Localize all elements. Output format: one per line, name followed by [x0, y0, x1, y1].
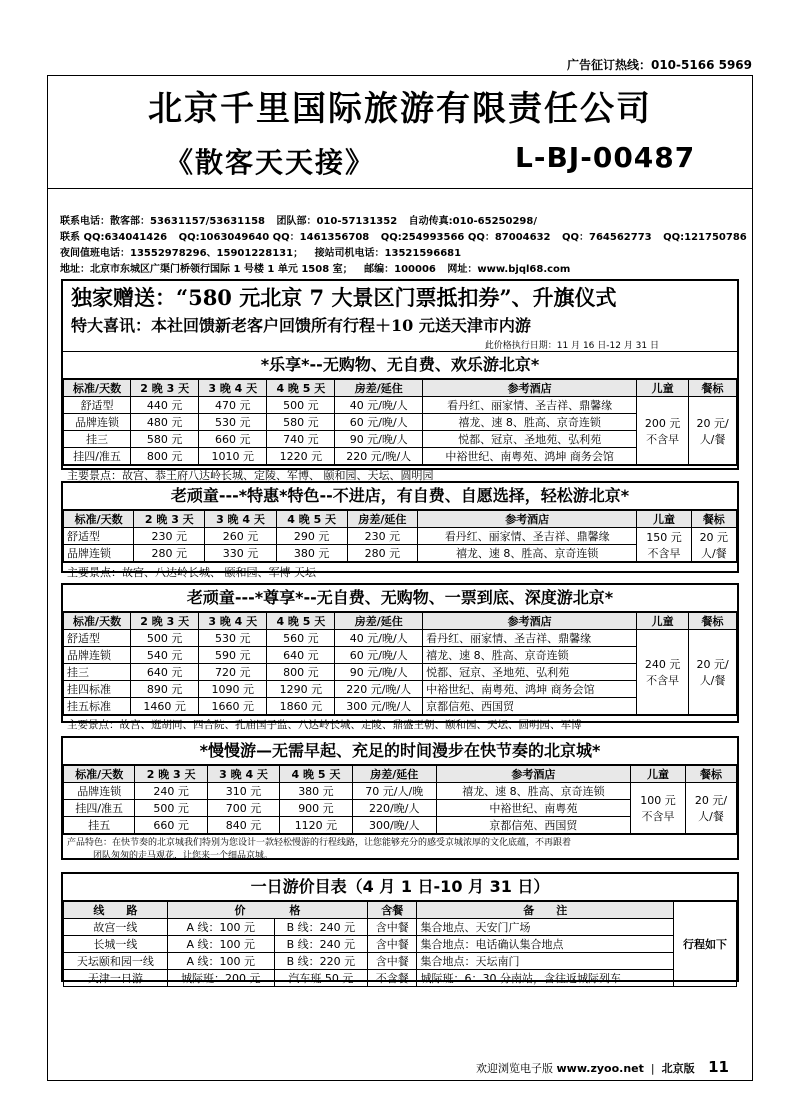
- cell-hotel: 禧龙、速 8、胜高、京奇连锁: [417, 545, 636, 562]
- qq-3: QQ:254993566 QQ：87004632: [380, 232, 551, 243]
- meal-price: 20 元/: [696, 416, 729, 430]
- col-meal: 餐标: [689, 380, 737, 397]
- cell-room: 220 元/晚/人: [335, 448, 423, 465]
- cell-price: 1460 元: [131, 698, 199, 715]
- child-price: 100 元: [640, 794, 676, 807]
- cell-price: 1090 元: [199, 681, 267, 698]
- col-child: 儿童: [637, 613, 689, 630]
- meal-unit: 人/餐: [699, 432, 726, 446]
- col-room: 房差/延住: [335, 613, 423, 630]
- cell-route: 天坛颐和园一线: [64, 953, 168, 970]
- cell-room: 40 元/晚/人: [335, 630, 423, 647]
- cell-hotel: 中裕世纪、南粤苑、鸿坤 商务会馆: [423, 448, 637, 465]
- contact-line-night: [60, 244, 760, 259]
- table-row: [64, 647, 737, 664]
- col-meal: 餐标: [691, 511, 736, 528]
- contact-line-address: [60, 260, 760, 275]
- cell-std: 舒适型: [64, 397, 131, 414]
- table-header: [64, 902, 737, 919]
- cell-price: 380 元: [280, 783, 352, 800]
- main-scenic-spots: 主要景点：故宫、八达岭长城、 颐和园、军博 天坛: [63, 562, 737, 581]
- cell-note: 集合地点、天安门广场: [417, 919, 673, 936]
- col-meal: 含餐: [368, 902, 417, 919]
- meal-unit: 人/餐: [699, 674, 726, 687]
- cell-price: 840 元: [207, 817, 279, 834]
- cell-price: 1860 元: [267, 698, 335, 715]
- cell-std: 舒适型: [64, 528, 134, 545]
- col-child: 儿童: [637, 511, 691, 528]
- product-feature: [63, 834, 737, 866]
- meal-unit: 人/餐: [700, 546, 727, 560]
- col-d3: 3 晚 4 天: [199, 613, 267, 630]
- contact-line-qq: [60, 228, 760, 243]
- cell-price: 890 元: [131, 681, 199, 698]
- cell-hotel: 看丹红、丽家情、圣吉祥、鼎馨缘: [423, 397, 637, 414]
- table-row: [64, 698, 737, 715]
- cell-price: 1660 元: [199, 698, 267, 715]
- child-note: 不含早: [646, 674, 680, 687]
- col-d2: 2 晚 3 天: [131, 613, 199, 630]
- cell-child: [637, 528, 691, 562]
- table-row: [64, 397, 737, 414]
- col-d3: 3 晚 4 天: [205, 511, 276, 528]
- cell-hotel: 看丹红、丽家情、圣吉祥、鼎馨缘: [417, 528, 636, 545]
- col-child: 儿童: [630, 766, 685, 783]
- col-child: 儿童: [637, 380, 689, 397]
- cell-meal: 含中餐: [368, 936, 417, 953]
- cell-room: 300 元/晚/人: [335, 698, 423, 715]
- cell-price: 580 元: [267, 414, 335, 431]
- cell-std: 挂三: [64, 664, 131, 681]
- section-title: 老顽童---*尊享*--无自费、无购物、一票到底、深度游北京*: [63, 585, 737, 612]
- cell-route: 长城一线: [64, 936, 168, 953]
- page-footer: [476, 1058, 729, 1076]
- section-title: 一日游价目表（4 月 1 日-10 月 31 日）: [63, 874, 737, 901]
- cell-meal: 不含餐: [368, 970, 417, 987]
- cell-price-a: 城际班：200 元: [167, 970, 274, 987]
- section-zunxiang: [61, 583, 739, 731]
- meal-unit: 人/餐: [698, 810, 724, 823]
- footer-text: 欢迎浏览电子版: [476, 1062, 553, 1075]
- cell-hotel: 禧龙、速 8、胜高、京奇连锁: [423, 414, 637, 431]
- col-meal: 餐标: [689, 613, 737, 630]
- col-d4: 4 晚 5 天: [267, 380, 335, 397]
- table-row: [64, 681, 737, 698]
- cell-price: 640 元: [267, 647, 335, 664]
- cell-price-a: A 线：100 元: [167, 953, 274, 970]
- phone-retail: 联系电话：散客部：53631157/53631158: [60, 216, 265, 227]
- cell-price: 500 元: [131, 630, 199, 647]
- cell-meal: [689, 397, 737, 465]
- company-name: 北京千里国际旅游有限责任公司: [148, 89, 652, 129]
- meal-price: 20 元/: [694, 794, 728, 807]
- cell-note: 集合地点：天坛南门: [417, 953, 673, 970]
- table-header: [64, 613, 737, 630]
- cell-meal: [686, 783, 737, 834]
- night-phone: 夜间值班电话：13552978296、15901228131；: [60, 248, 304, 259]
- cell-hotel: 悦都、冠京、圣地苑、弘利苑: [423, 664, 637, 681]
- cell-room: 40 元/晚/人: [335, 397, 423, 414]
- col-hotel: 参考酒店: [417, 511, 636, 528]
- col-std: 标准/天数: [64, 380, 131, 397]
- cell-room: 220/晚/人: [352, 800, 436, 817]
- cell-std: 品牌连锁: [64, 545, 134, 562]
- header: [47, 75, 753, 189]
- cell-price: 260 元: [205, 528, 276, 545]
- col-d4: 4 晚 5 天: [280, 766, 352, 783]
- table-row: [64, 630, 737, 647]
- cell-price: 700 元: [207, 800, 279, 817]
- col-meal: 餐标: [686, 766, 737, 783]
- qq-5: QQ:121750786: [663, 232, 747, 243]
- col-room: 房差/延住: [335, 380, 423, 397]
- col-hotel: 参考酒店: [423, 380, 637, 397]
- price-table: [63, 765, 737, 834]
- child-price: 240 元: [644, 658, 681, 671]
- cell-room: 280 元: [347, 545, 417, 562]
- col-price: 价 格: [167, 902, 367, 919]
- license-number: L-BJ-00487: [515, 141, 696, 174]
- table-header: [64, 511, 737, 528]
- col-note: 备 注: [417, 902, 673, 919]
- cell-note: 城际班：6：30 分南站，含往返城际列车: [417, 970, 673, 987]
- cell-price: 280 元: [134, 545, 205, 562]
- cell-room: 90 元/晚/人: [335, 664, 423, 681]
- price-table: [63, 612, 737, 715]
- qq-4: QQ：764562773: [562, 232, 652, 243]
- table-row: [64, 664, 737, 681]
- cell-route: 故宫一线: [64, 919, 168, 936]
- cell-price-b: 汽车班 50 元: [274, 970, 367, 987]
- table-row: [64, 970, 737, 987]
- table-header: [64, 380, 737, 397]
- section-title: *慢慢游—无需早起、充足的时间漫步在快节奏的北京城*: [63, 738, 737, 765]
- table-row: [64, 448, 737, 465]
- section-tehui: [61, 481, 739, 579]
- cell-price: 720 元: [199, 664, 267, 681]
- table-row: [64, 414, 737, 431]
- section-title: *乐享*--无购物、无自费、欢乐游北京*: [63, 351, 737, 379]
- cell-price-b: B 线：240 元: [274, 919, 367, 936]
- cell-meal: 含中餐: [368, 953, 417, 970]
- cell-price: 590 元: [199, 647, 267, 664]
- cell-room: 220 元/晚/人: [335, 681, 423, 698]
- cell-price: 580 元: [131, 431, 199, 448]
- table-row: [64, 919, 737, 936]
- cell-route: 天津一日游: [64, 970, 168, 987]
- meal-price: 20 元/: [696, 658, 729, 671]
- page-number: 11: [708, 1058, 729, 1076]
- cell-price: 500 元: [135, 800, 207, 817]
- col-hotel: 参考酒店: [436, 766, 630, 783]
- child-price: 200 元: [644, 416, 681, 430]
- cell-price: 530 元: [199, 414, 267, 431]
- ad-hotline: 广告征订热线：010-5166 5969: [566, 58, 752, 72]
- cell-price: 800 元: [267, 664, 335, 681]
- cell-meal: 含中餐: [368, 919, 417, 936]
- cell-price: 660 元: [199, 431, 267, 448]
- qq-1: 联系 QQ:634041426: [60, 232, 168, 243]
- cell-price: 560 元: [267, 630, 335, 647]
- col-room: 房差/延住: [352, 766, 436, 783]
- cell-room: 230 元: [347, 528, 417, 545]
- cell-price: 1010 元: [199, 448, 267, 465]
- cell-std: 挂四/准五: [64, 448, 131, 465]
- cell-price: 640 元: [131, 664, 199, 681]
- col-room: 房差/延住: [347, 511, 417, 528]
- col-route: 线 路: [64, 902, 168, 919]
- cell-hotel: 悦都、冠京、圣地苑、弘利苑: [423, 431, 637, 448]
- cell-meal: [691, 528, 736, 562]
- section-lexiang: [61, 279, 739, 482]
- cell-price: 440 元: [131, 397, 199, 414]
- table-row: [64, 545, 737, 562]
- cell-price-a: A 线：100 元: [167, 919, 274, 936]
- main-scenic-spots: 主要景点：故宫、恭王府八达岭长城、定陵、军博、 颐和园、天坛、圆明园: [63, 465, 737, 484]
- col-std: 标准/天数: [64, 766, 135, 783]
- cell-std: 挂五: [64, 817, 135, 834]
- col-d3: 3 晚 4 天: [207, 766, 279, 783]
- cell-price: 740 元: [267, 431, 335, 448]
- table-row: [64, 936, 737, 953]
- cell-room: 300/晚/人: [352, 817, 436, 834]
- child-note: 不含早: [646, 432, 680, 446]
- child-note: 不含早: [641, 810, 675, 823]
- cell-child: [637, 397, 689, 465]
- qq-2: QQ:1063049640 QQ：1461356708: [178, 232, 370, 243]
- cell-note: 集合地点：电话确认集合地点: [417, 936, 673, 953]
- cell-price-b: B 线：220 元: [274, 953, 367, 970]
- cell-hotel: 京都信苑、西国贸: [423, 698, 637, 715]
- cell-room: 60 元/晚/人: [335, 414, 423, 431]
- col-std: 标准/天数: [64, 613, 131, 630]
- col-d4: 4 晚 5 天: [276, 511, 347, 528]
- feature-line: 团队匆匆的走马观花，让您来一个细品京城。: [93, 851, 274, 861]
- cell-room: 90 元/晚/人: [335, 431, 423, 448]
- cell-price: 1220 元: [267, 448, 335, 465]
- cell-child: [630, 783, 685, 834]
- cell-price: 470 元: [199, 397, 267, 414]
- cell-price: 900 元: [280, 800, 352, 817]
- child-note: 不含早: [647, 546, 681, 560]
- price-table: [63, 510, 737, 562]
- cell-hotel: 看丹红、丽家情、圣吉祥、鼎馨缘: [423, 630, 637, 647]
- cell-price-a: A 线：100 元: [167, 936, 274, 953]
- col-d2: 2 晚 3 天: [135, 766, 207, 783]
- cell-room: 70 元/人/晚: [352, 783, 436, 800]
- slogan: 《散客天天接》: [165, 146, 376, 179]
- col-d2: 2 晚 3 天: [134, 511, 205, 528]
- price-table: [63, 379, 737, 465]
- cell-hotel: 京都信苑、西国贸: [436, 817, 630, 834]
- cell-meal: [689, 630, 737, 715]
- section-day-tour: [61, 872, 739, 985]
- table-row: [64, 431, 737, 448]
- cell-price: 1290 元: [267, 681, 335, 698]
- footer-divider: |: [647, 1062, 659, 1075]
- col-d2: 2 晚 3 天: [131, 380, 199, 397]
- child-price: 150 元: [646, 530, 682, 544]
- cell-std: 舒适型: [64, 630, 131, 647]
- website[interactable]: 网址：www.bjql68.com: [447, 264, 571, 275]
- section-title: 老顽童---*特惠*特色--不进店，有自费、自愿选择，轻松游北京*: [63, 483, 737, 510]
- cell-price: 310 元: [207, 783, 279, 800]
- table-row: [64, 783, 737, 800]
- cell-price: 660 元: [135, 817, 207, 834]
- cell-hotel: 中裕世纪、南粤苑、鸿坤 商务会馆: [423, 681, 637, 698]
- cell-std: 品牌连锁: [64, 414, 131, 431]
- col-std: 标准/天数: [64, 511, 134, 528]
- promo-subtitle: 特大喜讯：本社回馈新老客户回馈所有行程＋10 元送天津市内游: [71, 316, 531, 335]
- address: 地址：北京市东城区广渠门桥领行国际 1 号楼 1 单元 1508 室；: [60, 264, 353, 275]
- section-manmanyou: [61, 736, 739, 860]
- cell-child: [637, 630, 689, 715]
- feature-line: 产品特色：在快节奏的北京城我们特别为您设计一款轻松慢游的行程线路，让您能够充分的感受京城浓厚的文化底蕴，不再跟着: [67, 838, 572, 848]
- cell-price: 380 元: [276, 545, 347, 562]
- fax: 自动传真:010-65250298/: [408, 216, 537, 227]
- cell-std: 挂四标准: [64, 681, 131, 698]
- cell-hotel: 禧龙、速 8、胜高、京奇连锁: [436, 783, 630, 800]
- col-d4: 4 晚 5 天: [267, 613, 335, 630]
- table-row: [64, 953, 737, 970]
- cell-price: 540 元: [131, 647, 199, 664]
- cell-std: 挂四/准五: [64, 800, 135, 817]
- phone-group: 团队部：010-57131352: [276, 216, 398, 227]
- promo-title: 独家赠送：“580 元北京 7 大景区门票抵扣券”、升旗仪式: [71, 285, 617, 310]
- col-hotel: 参考酒店: [423, 613, 637, 630]
- cell-std: 挂五标准: [64, 698, 131, 715]
- main-scenic-spots: 主要景点：故宫、逛胡同、四合院、孔庙国子监、八达岭长城、定陵、鼎盛王朝、颐和园、天坛、圆明园、军博: [63, 715, 737, 733]
- day-tour-table: [63, 901, 737, 987]
- table-row: [64, 528, 737, 545]
- cell-price: 1120 元: [280, 817, 352, 834]
- cell-hotel: 中裕世纪、南粤苑: [436, 800, 630, 817]
- cell-price: 240 元: [135, 783, 207, 800]
- cell-hotel: 禧龙、速 8、胜高、京奇连锁: [423, 647, 637, 664]
- meal-price: 20 元: [699, 530, 729, 544]
- cell-std: 挂三: [64, 431, 131, 448]
- cell-price: 330 元: [205, 545, 276, 562]
- footer-url[interactable]: www.zyoo.net: [556, 1062, 644, 1075]
- price-period: 此价格执行日期：11 月 16 日-12 月 31 日: [484, 341, 659, 351]
- col-d3: 3 晚 4 天: [199, 380, 267, 397]
- cell-price: 530 元: [199, 630, 267, 647]
- cell-price: 290 元: [276, 528, 347, 545]
- itinerary-note: 行程如下: [673, 902, 736, 987]
- cell-price: 480 元: [131, 414, 199, 431]
- cell-price: 800 元: [131, 448, 199, 465]
- postcode: 邮编：100006: [364, 264, 436, 275]
- cell-std: 品牌连锁: [64, 647, 131, 664]
- table-header: [64, 766, 737, 783]
- cell-price: 500 元: [267, 397, 335, 414]
- cell-room: 60 元/晚/人: [335, 647, 423, 664]
- cell-price: 230 元: [134, 528, 205, 545]
- cell-price-b: B 线：240 元: [274, 936, 367, 953]
- contact-line-phone: [60, 212, 760, 227]
- driver-phone: 接站司机电话：13521596681: [314, 248, 462, 259]
- footer-edition: 北京版: [661, 1062, 695, 1075]
- cell-std: 品牌连锁: [64, 783, 135, 800]
